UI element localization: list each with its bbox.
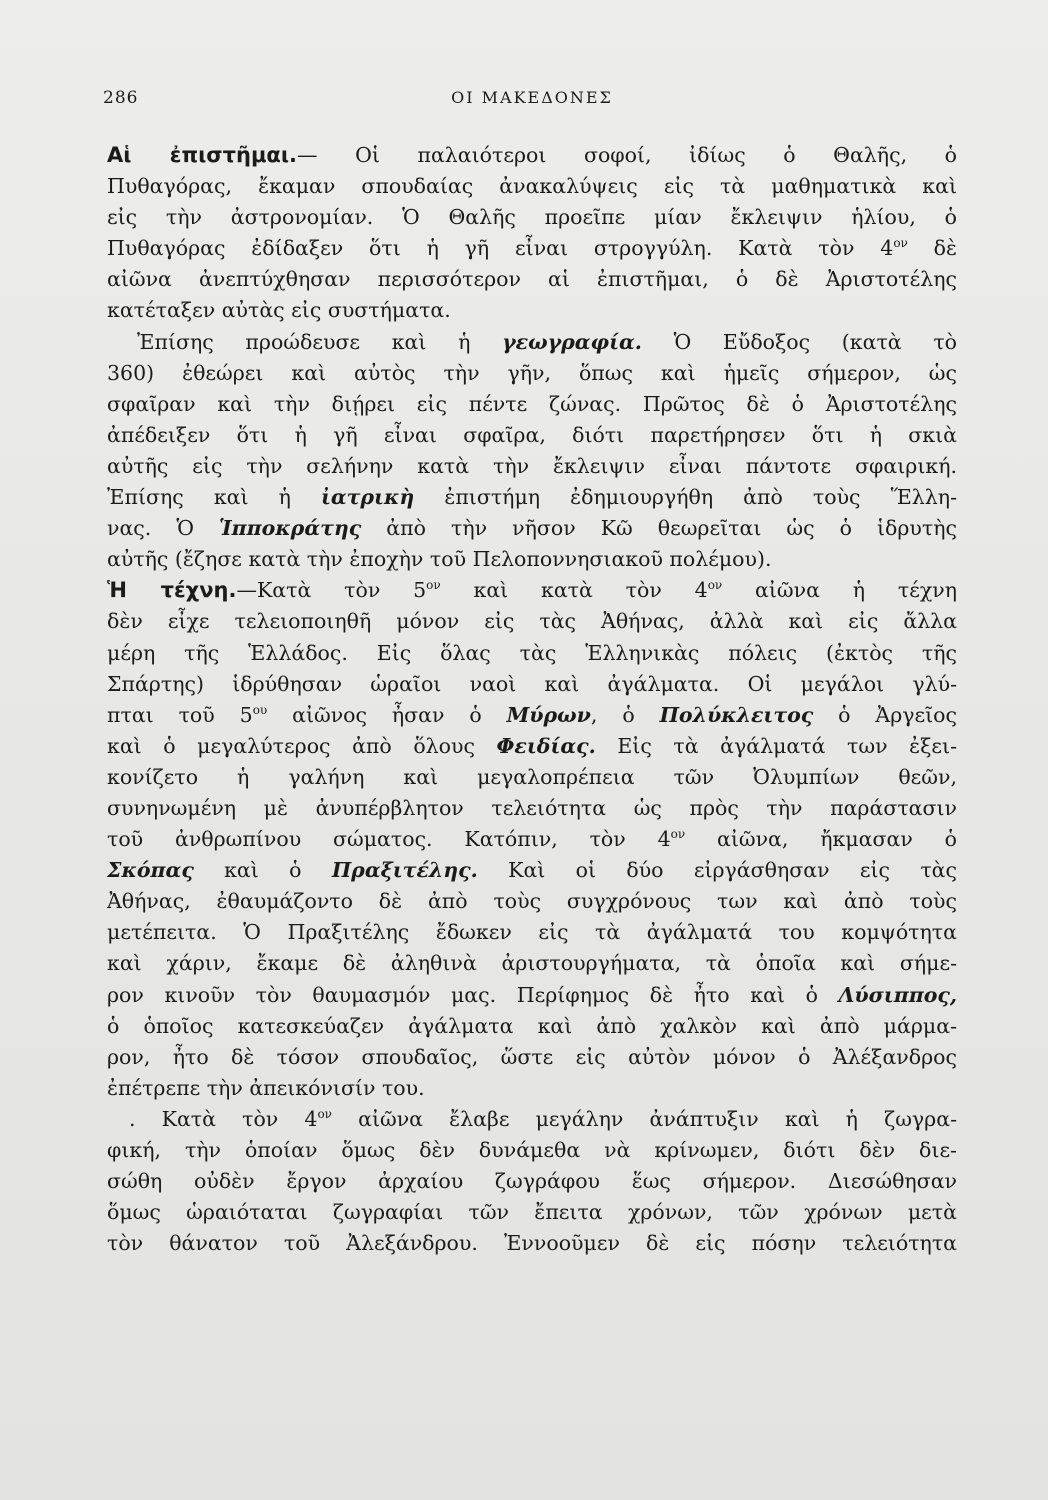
text-run: ἐπιστήμη ἐδημιουργήθη ἀπὸ τοὺς Ἕλλη- xyxy=(414,485,957,510)
emphasis-hippocrates: Ἱπποκράτης xyxy=(218,516,362,541)
text-run: ρον κινοῦν τὸν θαυμασμόν μας. Περίφημος δὲ ἦτο καὶ ὁ xyxy=(107,982,839,1007)
text-run: πται τοῦ $5^{o\upsilon}$ αἰῶνος ἦσαν ὁ xyxy=(107,702,507,727)
text-line: σφαῖραν καὶ τὴν διῄρει εἰς πέντε ζώνας. Πρῶτος δὲ ὁ Ἀριστοτέλης xyxy=(107,391,957,416)
emphasis-lysippos: Λύσιππος, xyxy=(838,982,957,1007)
text-line: μετέπειτα. Ὁ Πραξιτέλης ἔδωκεν εἰς τὰ ἀγάλματά του κομψότητα xyxy=(107,920,957,945)
text-run: Ἐπίσης προώδευσε καὶ ἡ xyxy=(137,329,503,354)
text-line: 360) ἐθεώρει καὶ αὐτὸς τὴν γῆν, ὅπως καὶ ἡμεῖς σήμερον, ὡς xyxy=(107,360,957,385)
emphasis-skopas: Σκόπας xyxy=(107,858,194,883)
text-run: ὁ Ἀργεῖος xyxy=(813,702,957,727)
page-number: 286 xyxy=(103,88,139,108)
section-heading-sciences: Αἱ ἐπιστῆμαι. xyxy=(107,143,298,167)
emphasis-medicine: ἰατρικὴ xyxy=(320,485,415,510)
running-header xyxy=(103,88,961,112)
text-run: Ὁ Εὔδοξος (κατὰ τὸ xyxy=(641,329,957,354)
text-line: σώθη οὐδὲν ἔργον ἀρχαίου ζωγράφου ἕως σήμερον. Διεσώθησαν xyxy=(107,1169,957,1194)
emphasis-polykleitos: Πολύκλειτος xyxy=(659,702,814,727)
text-line: τοῦ ἀνθρωπίνου σώματος. Κατόπιν, τὸν $4^{o\nu}$ αἰῶνα, ἤκμασαν ὁ xyxy=(107,827,957,852)
text-line xyxy=(107,575,957,606)
text-line: κατέταξεν αὐτὰς εἰς συστήματα. xyxy=(107,298,451,323)
text-line: ρον, ἦτο δὲ τόσον σπουδαῖος, ὥστε εἰς αὐτὸν μόνον ὁ Ἀλέξανδρος xyxy=(107,1044,957,1069)
text-line: . Κατὰ τὸν $4^{o\nu}$ αἰῶνα ἔλαβε μεγάλην ἀνάπτυξιν καὶ ἡ ζωγρα- xyxy=(129,1106,957,1131)
text-line xyxy=(107,513,957,544)
text-line: αἰῶνα ἀνεπτύχθησαν περισσότερον αἱ ἐπιστῆμαι, ὁ δὲ Ἀριστοτέλης xyxy=(107,267,957,292)
text-line: αὐτῆς (ἔζησε κατὰ τὴν ἐποχὴν τοῦ Πελοποννησιακοῦ πολέμου). xyxy=(107,547,772,572)
text-run: καὶ ὁ μεγαλύτερος ἀπὸ ὅλους xyxy=(107,733,497,758)
emphasis-praxiteles: Πραξιτέλης. xyxy=(331,858,478,883)
text-run: —Κατὰ τὸν $5^{o\nu}$ καὶ κατὰ τὸν $4^{o\nu}$ αἰῶνα ἡ τέχνη xyxy=(236,578,957,603)
text-line: Πυθαγόρας ἐδίδαξεν ὅτι ἡ γῆ εἶναι στρογγύλη. Κατὰ τὸν $4^{o\nu}$ δὲ xyxy=(107,236,957,261)
text-line: τὸν θάνατον τοῦ Ἀλεξάνδρου. Ἐννοοῦμεν δὲ εἰς πόσην τελειότητα xyxy=(107,1231,957,1256)
text-line: ἀπέδειξεν ὅτι ἡ γῆ εἶναι σφαῖρα, διότι παρετήρησεν ὅτι ἡ σκιὰ xyxy=(107,422,957,447)
text-line: Πυθαγόρας, ἔκαμαν σπουδαίας ἀνακαλύψεις εἰς τὰ μαθηματικὰ καὶ xyxy=(107,174,957,199)
text-line: μέρη τῆς Ἑλλάδος. Εἰς ὅλας τὰς Ἑλληνικὰς πόλεις (ἐκτὸς τῆς xyxy=(107,640,957,665)
text-line: ὅμως ὡραιόταται ζωγραφίαι τῶν ἔπειτα χρόνων, τῶν χρόνων μετὰ xyxy=(107,1200,957,1225)
text-line: ὁ ὁποῖος κατεσκεύαζεν ἀγάλματα καὶ ἀπὸ χαλκὸν καὶ ἀπὸ μάρμα- xyxy=(107,1013,957,1038)
emphasis-myron: Μύρων xyxy=(506,702,591,727)
section-heading-art: Ἡ τέχνη. xyxy=(107,578,237,603)
body-text xyxy=(107,140,957,1259)
text-line xyxy=(107,731,957,762)
text-line: εἰς τὴν ἀστρονομίαν. Ὁ Θαλῆς προεῖπε μίαν ἔκλειψιν ἡλίου, ὁ xyxy=(107,205,957,230)
text-run: Καὶ οἱ δύο εἰργάσθησαν εἰς τὰς xyxy=(477,858,957,883)
text-line xyxy=(107,855,957,886)
text-run: νας. Ὁ xyxy=(107,516,219,541)
text-line xyxy=(107,140,957,171)
text-line: συνηνωμένη μὲ ἀνυπέρβλητον τελειότητα ὡς πρὸς τὴν παράστασιν xyxy=(107,795,957,820)
text-line: Ἀθήνας, ἐθαυμάζοντο δὲ ἀπὸ τοὺς συγχρόνους των καὶ ἀπὸ τοὺς xyxy=(107,889,957,914)
emphasis-geography: γεωγραφία. xyxy=(502,329,642,354)
text-line: φική, τὴν ὁποίαν ὅμως δὲν δυνάμεθα νὰ κρίνωμεν, διότι δὲν διε- xyxy=(107,1138,957,1162)
text-run: καὶ ὁ xyxy=(193,858,332,883)
text-line: καὶ χάριν, ἔκαμε δὲ ἀληθινὰ ἀριστουργήματα, τὰ ὁποῖα καὶ σήμε- xyxy=(107,951,957,976)
text-run: — Οἱ παλαιότεροι σοφοί, ἰδίως ὁ Θαλῆς, ὁ xyxy=(297,143,957,167)
text-run: Εἰς τὰ ἀγάλματά των ἐξει- xyxy=(595,733,957,758)
text-line: δὲν εἶχε τελειοποιηθῆ μόνον εἰς τὰς Ἀθήνας, ἀλλὰ καὶ εἰς ἄλλα xyxy=(107,609,957,634)
emphasis-pheidias: Φειδίας. xyxy=(496,733,596,758)
running-title: ΟΙ ΜΑΚΕΔΟΝΕΣ xyxy=(451,88,613,107)
text-line xyxy=(107,700,957,731)
text-line xyxy=(107,980,957,1011)
text-run: ἀπὸ τὴν νῆσον Κῶ θεωρεῖται ὡς ὁ ἱδρυτὴς xyxy=(361,516,957,541)
text-line: κονίζετο ἡ γαλήνη καὶ μεγαλοπρέπεια τῶν Ὀλυμπίων θεῶν, xyxy=(107,764,957,789)
text-line: ἐπέτρεπε τὴν ἀπεικόνισίν του. xyxy=(107,1075,425,1100)
text-line: Σπάρτης) ἱδρύθησαν ὡραῖοι ναοὶ καὶ ἀγάλματα. Οἱ μεγάλοι γλύ- xyxy=(107,671,957,696)
text-line xyxy=(107,482,957,513)
text-run: , ὁ xyxy=(590,702,660,727)
text-line xyxy=(107,327,957,358)
text-line: αὐτῆς εἰς τὴν σελήνην κατὰ τὴν ἔκλειψιν εἶναι πάντοτε σφαιρική. xyxy=(107,453,957,478)
text-run: Ἐπίσης καὶ ἡ xyxy=(107,485,321,510)
